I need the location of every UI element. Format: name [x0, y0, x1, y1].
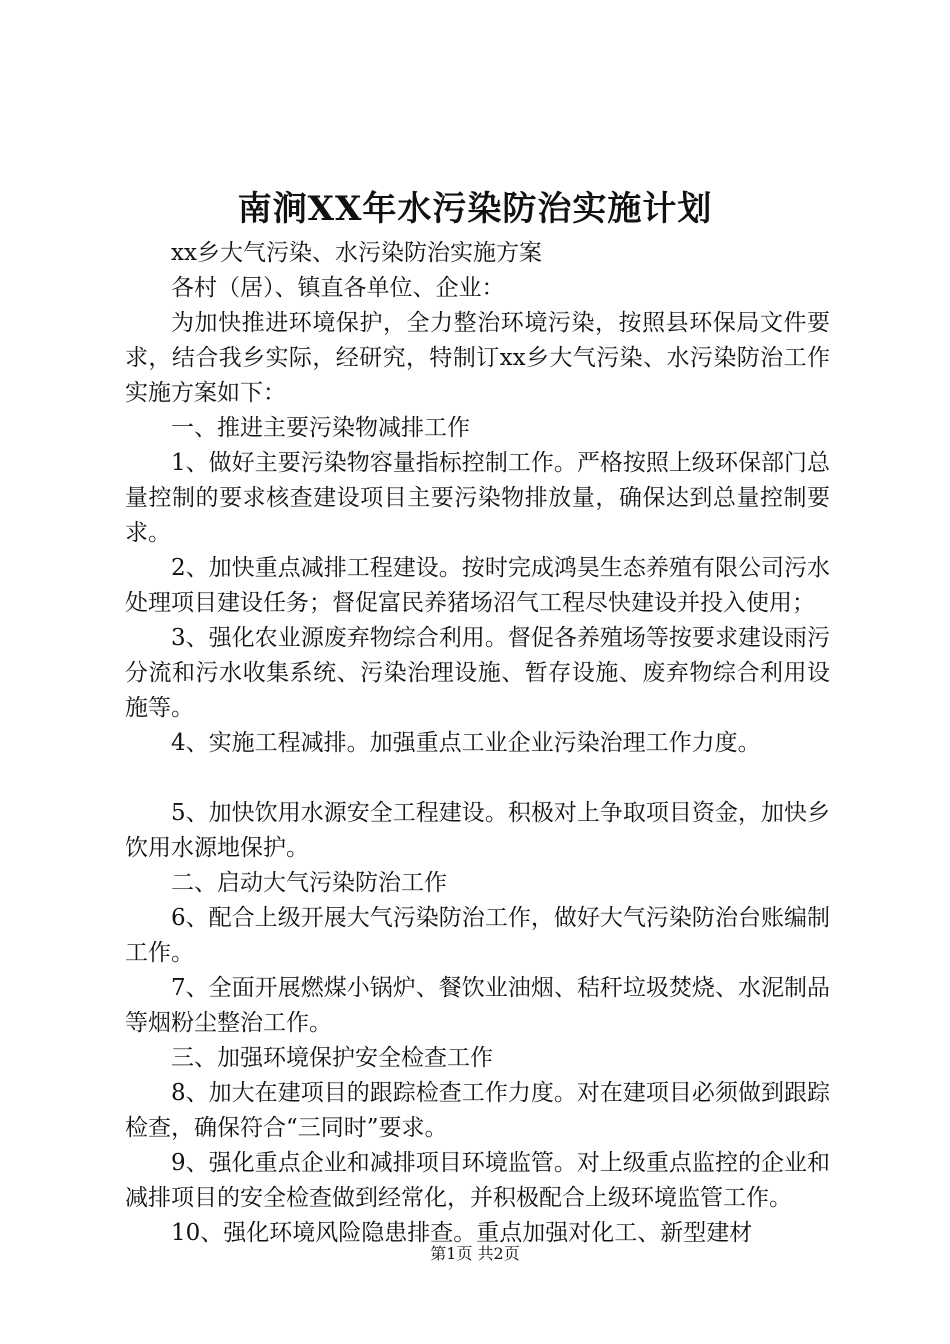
paragraph-item-2: 2、加快重点减排工程建设。按时完成鸿昊生态养殖有限公司污水处理项目建设任务；督促富民养猪场沼气工程尽快建设并投入使用；: [125, 555, 830, 616]
paragraph-item-3: 3、强化农业源废弃物综合利用。督促各养殖场等按要求建设雨污分流和污水收集系统、污染治理设施、暂存设施、废弃物综合利用设施等。: [125, 625, 830, 721]
paragraph-item-9: 9、强化重点企业和减排项目环境监管。对上级重点监控的企业和减排项目的安全检查做到经常化，并积极配合上级环境监管工作。: [125, 1150, 830, 1211]
paragraph-item-8: 8、加大在建项目的跟踪检查工作力度。对在建项目必须做到跟踪检查，确保符合“三同时”要求。: [125, 1080, 830, 1141]
paragraph-intro: 为加快推进环境保护，全力整治环境污染，按照县环保局文件要求，结合我乡实际，经研究，特制订xx乡大气污染、水污染防治工作实施方案如下：: [125, 310, 830, 406]
document-title: 南涧XX年水污染防治实施计划: [237, 189, 713, 229]
paragraph-item-7: 7、全面开展燃煤小锅炉、餐饮业油烟、秸秆垃圾焚烧、水泥制品等烟粉尘整治工作。: [125, 975, 830, 1036]
paragraph-item-5: 5、加快饮用水源安全工程建设。积极对上争取项目资金，加快乡饮用水源地保护。: [125, 800, 830, 861]
document-body: [125, 236, 830, 1251]
paragraph-plan-name: xx乡大气污染、水污染防治实施方案: [171, 240, 542, 266]
paragraph-addressee: 各村（居）、镇直各单位、企业：: [171, 275, 505, 301]
paragraph-item-1: 1、做好主要污染物容量指标控制工作。严格按照上级环保部门总量控制的要求核查建设项目主要污染物排放量，确保达到总量控制要求。: [125, 450, 830, 546]
section-heading-2: 二、启动大气污染防治工作: [171, 870, 447, 896]
section-heading-1: 一、推进主要污染物减排工作: [171, 415, 470, 441]
paragraph-item-10: 10、强化环境风险隐患排查。重点加强对化工、新型建材: [171, 1220, 753, 1246]
paragraph-item-4: 4、实施工程减排。加强重点工业企业污染治理工作力度。: [171, 730, 761, 756]
page-number-footer: 第1页 共2页: [430, 1244, 520, 1263]
section-heading-3: 三、加强环境保护安全检查工作: [171, 1045, 493, 1071]
paragraph-item-6: 6、配合上级开展大气污染防治工作，做好大气污染防治台账编制工作。: [125, 905, 830, 966]
